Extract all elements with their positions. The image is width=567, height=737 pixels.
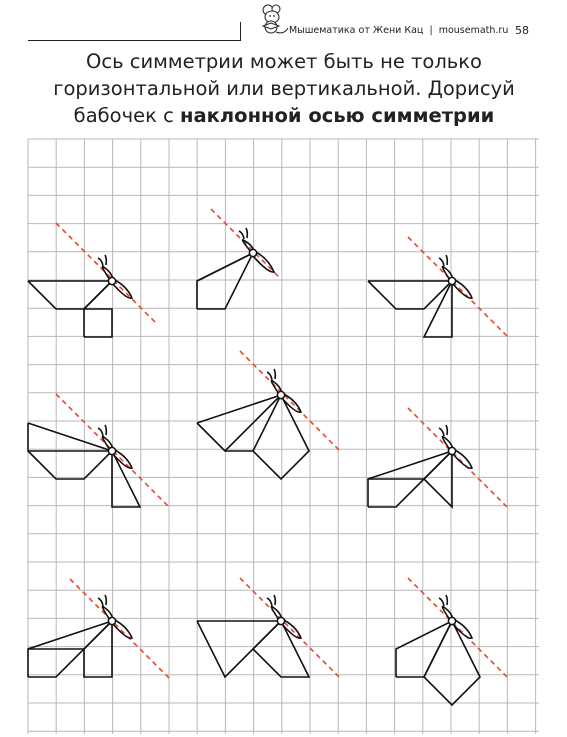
task-line-3-bold: наклонной осью симметрии (180, 104, 495, 127)
butterfly-9 (396, 578, 510, 705)
graph-paper-lines (28, 139, 539, 734)
butterfly-4 (28, 394, 170, 508)
butterfly-8 (197, 578, 339, 677)
site-url[interactable]: mousemath.ru (438, 25, 509, 36)
task-line-2: горизонтальной или вертикальной. Дорисуй (53, 77, 515, 100)
butterfly-6 (368, 408, 510, 510)
butterfly-5 (197, 351, 339, 479)
page-number: 58 (515, 24, 529, 37)
task-line-1: Ось симметрии может быть не только (86, 50, 482, 73)
symmetry-axis (70, 579, 170, 679)
symmetry-axis (240, 578, 339, 677)
brand-name: Мышематика от Жени Кац (289, 25, 424, 36)
butterfly-7 (28, 579, 170, 679)
task-line-3-plain: бабочек с (73, 104, 181, 127)
header-separator: | (429, 25, 433, 36)
symmetry-axis (240, 351, 339, 450)
